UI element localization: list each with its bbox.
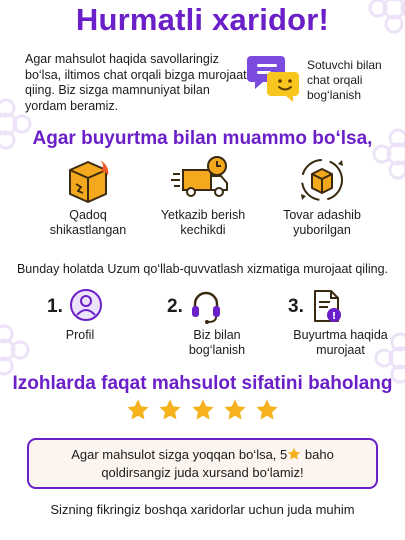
problem-damaged-package <box>28 154 148 238</box>
order-document-icon <box>310 288 344 324</box>
step-2-number: 2. <box>167 296 183 317</box>
callout-line-1 <box>29 446 376 464</box>
footer-note: Sizning fikringiz boshqa xaridorlar uchun juda muhim <box>50 502 355 517</box>
problem-1-line-2: shikastlangan <box>49 223 127 237</box>
chat-line-1: Sotuvchi bilan <box>307 58 382 72</box>
callout-line-2: qoldirsangiz juda xursand bo‘lamiz! <box>101 465 304 480</box>
problems-list <box>0 154 405 254</box>
headset-icon <box>189 288 223 324</box>
step-1-number: 1. <box>47 296 63 317</box>
problem-late-delivery <box>143 154 263 238</box>
problem-3-line-1: Tovar adashib <box>283 208 361 222</box>
problem-3-line-2: yuborilgan <box>293 223 351 237</box>
star-icon <box>126 398 150 422</box>
intro-text: Agar mahsulot haqida savollaringiz bo‘lsa, iltimos chat orqali bizga murojaat qiing. Biz sizga mamnuniyat bilan yordam beramiz. <box>25 52 247 113</box>
star-icon <box>191 398 215 422</box>
wrong-item-box-icon <box>294 154 350 204</box>
star-icon <box>287 447 301 461</box>
problem-1-line-1: Qadoq <box>69 208 107 222</box>
step-1-line-1: Profil <box>65 328 95 342</box>
five-star-callout <box>27 438 378 489</box>
step-2-line-1: Biz bilan <box>193 328 241 342</box>
chat-with-seller[interactable] <box>247 50 405 106</box>
problems-heading: Agar buyurtma bilan muammo bo‘lsa, <box>32 128 373 149</box>
chat-line-2: chat orqali <box>307 73 363 87</box>
problem-2-line-1: Yetkazib berish <box>160 208 246 222</box>
step-3-line-1: Buyurtma haqida <box>293 328 388 342</box>
step-3-line-2: murojaat <box>316 343 365 357</box>
rating-heading: Izohlarda faqat mahsulot sifatini baholang <box>12 373 393 394</box>
steps-list <box>0 288 405 363</box>
chat-bubbles-icon <box>247 52 303 102</box>
step-2-line-2: bog‘lanish <box>188 343 246 357</box>
callout-text-a: Agar mahsulot sizga yoqqan bo‘lsa, 5 <box>71 447 288 462</box>
chat-line-3: bog‘lanish <box>307 88 362 102</box>
damaged-box-icon <box>60 154 116 204</box>
problem-2-line-2: kechikdi <box>180 223 226 237</box>
star-icon <box>223 398 247 422</box>
star-icon <box>158 398 182 422</box>
chat-contact-label <box>307 58 382 103</box>
profile-icon <box>69 288 103 322</box>
step-3-number: 3. <box>288 296 304 317</box>
rating-stars <box>0 398 405 427</box>
problem-wrong-item <box>262 154 382 238</box>
delivery-truck-clock-icon <box>171 154 235 204</box>
page-title: Hurmatli xaridor! <box>75 2 330 37</box>
svg-text:!: ! <box>331 311 337 322</box>
callout-text-b: baho <box>301 447 334 462</box>
support-instruction: Bunday holatda Uzum qo‘llab-quvvatlash xizmatiga murojaat qiling. <box>16 262 389 276</box>
star-icon <box>255 398 279 422</box>
